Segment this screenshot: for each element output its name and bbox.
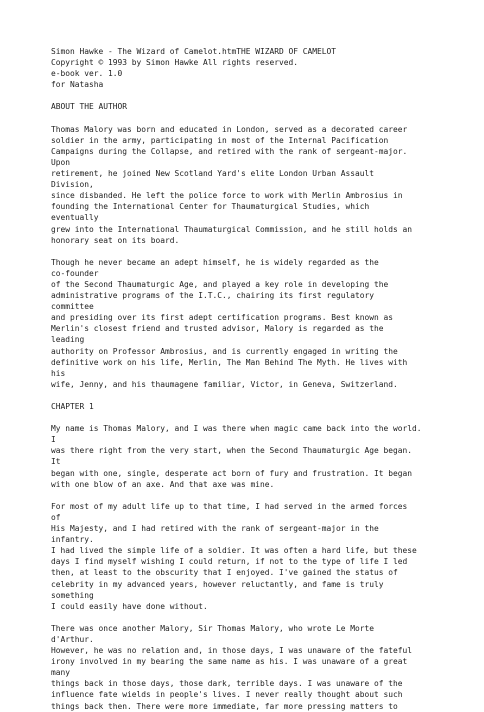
- text-line: for Natasha: [51, 80, 104, 90]
- text-line: Campaigns during the Collapse, and retired with the rank of sergeant-major.: [51, 146, 408, 156]
- text-line: soldier in the army, participating in most of the Internal Pacification: [51, 135, 389, 145]
- text-line: Upon: [51, 157, 71, 167]
- text-line: Thomas Malory was born and educated in London, served as a decorated career: [51, 124, 408, 134]
- text-line: days I find myself wishing I could return, if not to the type of life I led: [51, 557, 408, 567]
- text-line: Though he never became an adept himself, he is widely regarded as the: [51, 257, 379, 267]
- blank-line: [51, 490, 476, 501]
- text-line: since disbanded. He left the police force to work with Merlin Ambrosius in: [51, 191, 403, 201]
- chapter-paragraph-1: [51, 423, 476, 490]
- text-line: Merlin's closest friend and trusted advisor, Malory is regarded as the: [51, 324, 384, 334]
- about-paragraph-2: [51, 257, 476, 390]
- text-line: My name is Thomas Malory, and I was there when magic came back into the world.: [51, 424, 422, 434]
- text-line: Division,: [51, 180, 94, 190]
- text-line: administrative programs of the I.T.C., chairing its first regulatory: [51, 291, 375, 301]
- text-line: For most of my adult life up to that time, I had served in the armed forces: [51, 501, 408, 511]
- text-line: with one blow of an axe. And that axe was mine.: [51, 479, 275, 489]
- text-line: authority on Professor Ambrosius, and is currently engaged in writing the: [51, 346, 398, 356]
- text-line: I: [51, 435, 56, 445]
- text-line: founding the International Center for Thaumaturgical Studies, which: [51, 202, 370, 212]
- text-line: I had lived the simple life of a soldier. It was often a hard life, but these: [51, 546, 417, 556]
- text-line: Simon Hawke - The Wizard of Camelot.htmTHE WIZARD OF CAMELOT: [51, 47, 337, 56]
- text-line: something: [51, 590, 94, 600]
- text-line: influence fate wields in people's lives. I never really thought about such: [51, 690, 403, 700]
- text-line: committee: [51, 302, 94, 312]
- text-line: irony involved in my bearing the same name as his. I was unaware of a great: [51, 657, 408, 667]
- blank-line: [51, 612, 476, 623]
- text-line: his: [51, 368, 66, 378]
- text-line: of the Second Thaumaturgic Age, and played a key role in developing the: [51, 279, 389, 289]
- text-line: eventually: [51, 213, 99, 223]
- blank-line: [51, 412, 476, 423]
- text-line: was there right from the very start, when the Second Thaumaturgic Age began.: [51, 446, 413, 456]
- chapter-paragraph-2: [51, 501, 476, 612]
- text-line: d'Arthur.: [51, 634, 94, 644]
- text-line: infantry.: [51, 535, 94, 545]
- about-heading: ABOUT THE AUTHOR: [51, 102, 128, 112]
- text-line: There was once another Malory, Sir Thomas Malory, who wrote Le Morte: [51, 623, 375, 633]
- text-line: leading: [51, 335, 85, 345]
- blank-line: [51, 113, 476, 124]
- text-line: co-founder: [51, 268, 99, 278]
- blank-line: [51, 90, 476, 101]
- text-line: His Majesty, and I had retired with the rank of sergeant-major in the: [51, 524, 379, 534]
- blank-line: [51, 390, 476, 401]
- text-line: began with one, single, desperate act born of fury and frustration. It began: [51, 468, 413, 478]
- text-line: I could easily have done without.: [51, 601, 208, 611]
- text-line: things back in those days, those dark, terrible days. I was unaware of the: [51, 679, 403, 689]
- text-line: many: [51, 668, 71, 678]
- text-line: celebrity in my advanced years, however reluctantly, and fame is truly: [51, 579, 384, 589]
- text-line: However, he was no relation and, in those days, I was unaware of the fateful: [51, 646, 413, 656]
- text-line: wife, Jenny, and his thaumagene familiar, Victor, in Geneva, Switzerland.: [51, 379, 398, 389]
- text-line: It: [51, 457, 61, 467]
- text-line: of: [51, 512, 61, 522]
- text-line: then, at least to the obscurity that I enjoyed. I've gained the status of: [51, 568, 398, 578]
- about-paragraph-1: [51, 124, 476, 246]
- document-page: [51, 46, 476, 712]
- chapter-heading: CHAPTER 1: [51, 402, 94, 411]
- blank-line: [51, 246, 476, 257]
- text-line: retirement, he joined New Scotland Yard's elite London Urban Assault: [51, 169, 375, 179]
- text-line: honorary seat on its board.: [51, 235, 180, 245]
- text-line: Copyright © 1993 by Simon Hawke All rights reserved.: [51, 58, 299, 68]
- chapter-paragraph-3: [51, 623, 476, 712]
- text-line: definitive work on his life, Merlin, The Man Behind The Myth. He lives with: [51, 357, 408, 367]
- document-header: [51, 46, 476, 90]
- text-line: grew into the International Thaumaturgical Commission, and he still holds an: [51, 224, 413, 234]
- text-line: e-book ver. 1.0: [51, 69, 123, 79]
- text-line: and presiding over its first adept certification programs. Best known as: [51, 313, 394, 323]
- text-line: things back then. There were more immediate, far more pressing matters to: [51, 701, 398, 711]
